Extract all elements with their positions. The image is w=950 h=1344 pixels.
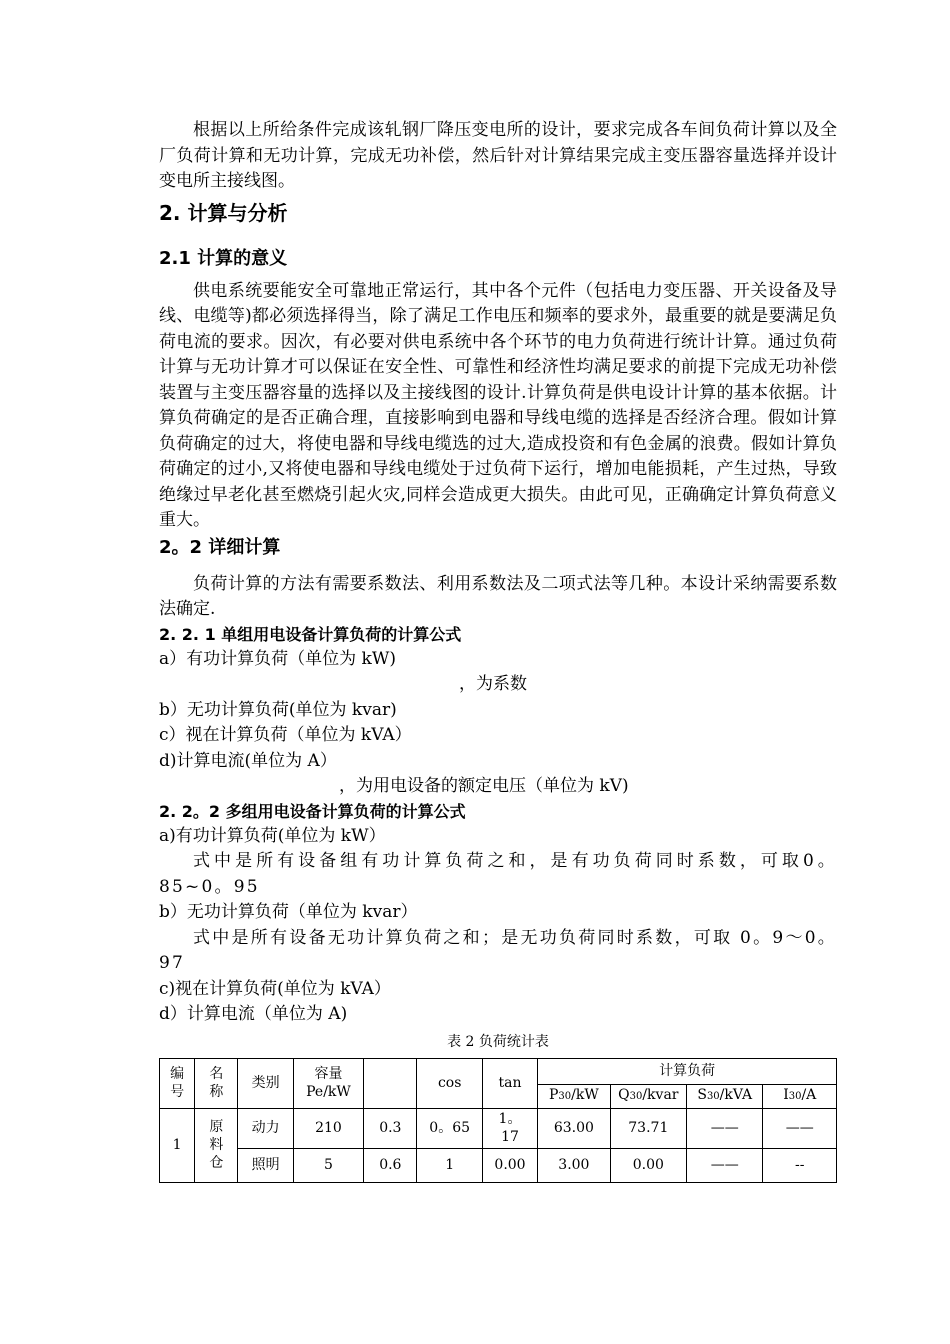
- section-2-2-paragraph: 负荷计算的方法有需要系数法、利用系数法及二项式法等几种。本设计采纳需要系数法确定.: [159, 573, 837, 619]
- cell-type: 动力: [238, 1108, 293, 1148]
- section-2-2-heading: 2。2 详细计算: [159, 536, 281, 558]
- header-kd: [364, 1058, 417, 1108]
- section-2-heading: 2. 计算与分析: [159, 200, 288, 225]
- table-row: [160, 1148, 837, 1182]
- multi-current-line: d）计算电流（单位为 A): [159, 1004, 348, 1024]
- cell-i30: --: [763, 1148, 837, 1182]
- cell-p30: 3.00: [538, 1148, 610, 1182]
- coefficient-note: ，为系数: [459, 674, 527, 694]
- cell-i30: ——: [763, 1108, 837, 1148]
- cell-q30: 0.00: [610, 1148, 686, 1182]
- header-capacity: 容量 Pe/kW: [293, 1058, 363, 1108]
- cell-s30: ——: [687, 1108, 763, 1148]
- load-statistics-table: [159, 1058, 837, 1183]
- header-s30: S30/kVA: [687, 1084, 763, 1108]
- section-2-2-1-heading: 2. 2. 1 单组用电设备计算负荷的计算公式: [159, 624, 462, 644]
- cell-tan: 1。 17: [482, 1108, 537, 1148]
- header-cos: cos: [417, 1058, 482, 1108]
- header-q30: Q30/kvar: [610, 1084, 686, 1108]
- cell-q30: 73.71: [610, 1108, 686, 1148]
- multi-active-load-line: a)有功计算负荷(单位为 kW）: [159, 825, 386, 846]
- section-2-1-heading: 2.1 计算的意义: [159, 247, 288, 269]
- cell-group-no: 1: [160, 1108, 195, 1182]
- section-2-1-paragraph: 供电系统要能安全可靠地正常运行，其中各个元件（包括电力变压器、开关设备及导线、电缆等)都必须选择得当，除了满足工作电压和频率的要求外，最重要的就是要满足负荷电流的要求。因次，有必要对供电系统中各个环节的电力负荷进行统计计算。通过负荷计算与无功计算才可以保证在安全性、可靠性和经济性均满足要求的前提下完成无功补偿装置与主变压器容量的选择以及主接线图的设计.计算负荷是供电设计计算的基本依据。计算负荷确定的是否正确合理，直接影响到电器和导线电缆的选择是否经济合理。假如计算负荷确定的过大，将使电器和导线电缆选的过大,造成投资和有色金属的浪费。假如计算负荷确定的过小,又将使电器和导线电缆处于过负荷下运行，增加电能损耗，产生过热，导致绝缘过早老化甚至燃烧引起火灾,同样会造成更大损失。由此可见，正确确定计算负荷意义重大。: [159, 280, 837, 530]
- table-row: [160, 1108, 837, 1148]
- apparent-load-line: c）视在计算负荷（单位为 kVA）: [159, 725, 412, 745]
- header-i30: I30/A: [763, 1084, 837, 1108]
- multi-active-note: 式中是所有设备组有功计算负荷之和，是有功负荷同时系数，可取0。85~0。95: [159, 851, 837, 897]
- header-p30: P30/kW: [538, 1084, 610, 1108]
- cell-cos: 0。65: [417, 1108, 482, 1148]
- rated-voltage-note: ，为用电设备的额定电压（单位为 kV): [339, 776, 629, 796]
- multi-reactive-load-line: b）无功计算负荷（单位为 kvar）: [159, 902, 418, 922]
- header-no: 编 号: [160, 1058, 195, 1108]
- cell-p30: 63.00: [538, 1108, 610, 1148]
- multi-apparent-load-line: c)视在计算负荷(单位为 kVA）: [159, 978, 391, 999]
- intro-paragraph: 根据以上所给条件完成该轧钢厂降压变电所的设计，要求完成各车间负荷计算以及全厂负荷计算和无功计算，完成无功补偿，然后针对计算结果完成主变压器容量选择并设计变电所主接线图。: [159, 120, 837, 191]
- cell-kd: 0.6: [364, 1148, 417, 1182]
- header-tan: tan: [482, 1058, 537, 1108]
- active-load-line: a）有功计算负荷（单位为 kW): [159, 648, 396, 669]
- cell-group-name: 原 料 仓: [195, 1108, 238, 1182]
- reactive-load-line: b）无功计算负荷(单位为 kvar): [159, 699, 397, 720]
- document-page: [159, 118, 837, 1183]
- cell-tan: 0.00: [482, 1148, 537, 1182]
- section-2-2-2-heading: 2. 2。2 多组用电设备计算负荷的计算公式: [159, 801, 466, 821]
- cell-kd: 0.3: [364, 1108, 417, 1148]
- multi-reactive-note: 式中是所有设备无功计算负荷之和；是无功负荷同时系数，可取 0。9～0。97: [159, 927, 837, 973]
- header-name: 名 称: [195, 1058, 238, 1108]
- cell-cos: 1: [417, 1148, 482, 1182]
- header-calc-load: 计算负荷: [538, 1058, 837, 1084]
- cell-type: 照明: [238, 1148, 293, 1182]
- table-caption: 表 2 负荷统计表: [447, 1033, 549, 1050]
- current-line: d)计算电流(单位为 A）: [159, 750, 337, 771]
- cell-pe: 5: [293, 1148, 363, 1182]
- table-header-row: [160, 1058, 837, 1084]
- cell-s30: ——: [687, 1148, 763, 1182]
- cell-pe: 210: [293, 1108, 363, 1148]
- header-type: 类别: [238, 1058, 293, 1108]
